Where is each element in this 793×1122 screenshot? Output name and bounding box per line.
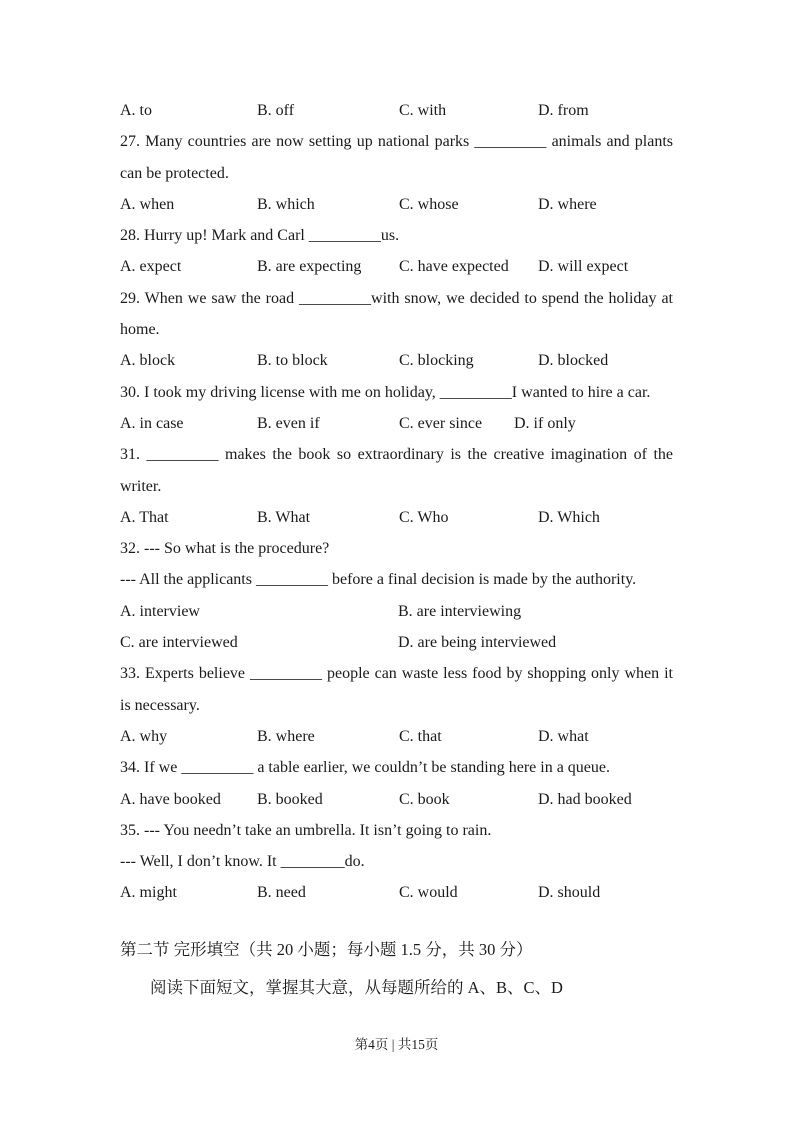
option-d: D. should [538,884,601,902]
q31-stem-line-2: writer. [120,477,162,495]
section-2-heading: 第二节 完形填空（共 20 小题；每小题 1.5 分，共 30 分） [120,939,533,959]
option-b: B. booked [257,790,323,808]
option-b: B. off [257,102,295,119]
option-c: C. blocking [399,352,474,370]
q28-stem-line: 28. Hurry up! Mark and Carl _________us. [120,227,400,245]
option-a: A. when [120,195,175,213]
option-d: D. will expect [538,258,629,276]
option-c: C. have expected [399,258,509,276]
option-c: C. Who [399,508,449,526]
option-d: D. are being interviewed [398,634,557,652]
option-b: B. are interviewing [398,602,522,620]
q31-stem-line-1: 31. _________ makes the book so extraordinary is the creative imagination of the [120,446,673,464]
option-c: C. book [399,790,450,808]
option-d: D. if only [514,414,576,432]
option-d: D. from [538,102,589,119]
option-d: D. Which [538,508,600,526]
option-c: C. that [399,727,442,745]
option-a: A. in case [120,414,184,432]
option-a: A. expect [120,258,182,276]
q32-stem-line-1: 32. --- So what is the procedure? [120,540,330,558]
option-c: C. whose [399,195,459,213]
option-b: B. need [257,884,306,902]
q33-stem-line-2: is necessary. [120,696,200,714]
q27-stem-line-2: can be protected. [120,164,229,182]
option-a: A. to [120,102,152,119]
q27-options-row [120,189,673,220]
option-d: D. where [538,195,597,213]
q32-stem-line-2: --- All the applicants _________ before a final decision is made by the authority. [120,571,637,589]
option-b: B. What [257,508,311,526]
option-a: A. interview [120,602,200,620]
option-b: B. are expecting [257,258,362,276]
q29-options-row [120,345,673,376]
q34-stem-line: 34. If we _________ a table earlier, we couldn’t be standing here in a queue. [120,759,611,777]
q26-options-row [120,95,673,126]
q28-options-row [120,251,673,282]
q30-options-row [120,408,673,439]
q32-options-row-ab [120,596,673,627]
option-c: C. with [399,102,447,119]
option-d: D. blocked [538,352,609,370]
section-2-instructions: 阅读下面短文，掌握其大意，从每题所给的 A、B、C、D [150,977,563,997]
q35-stem-line-1: 35. --- You needn’t take an umbrella. It isn’t going to rain. [120,821,492,839]
option-a: A. might [120,884,177,902]
option-d: D. what [538,727,589,745]
q35-stem-line-2: --- Well, I don’t know. It ________do. [120,853,365,871]
page-body [120,95,673,1007]
q29-stem-line-2: home. [120,321,160,339]
q33-stem-line-1: 33. Experts believe _________ people can waste less food by shopping only when it [120,665,673,683]
q30-stem-line: 30. I took my driving license with me on holiday, _________I wanted to hire a car. [120,383,651,401]
option-b: B. even if [257,414,320,432]
option-b: B. where [257,727,315,745]
q29-stem-line-1: 29. When we saw the road _________with snow, we decided to spend the holiday at [120,289,673,307]
option-c: C. would [399,884,458,902]
q27-stem-line-1: 27. Many countries are now setting up national parks _________ animals and plants [120,133,673,151]
option-c: C. are interviewed [120,634,238,652]
q32-options-row-cd [120,627,673,658]
page-number-footer: 第4页 | 共15页 [354,1037,439,1052]
q34-options-row [120,784,673,815]
option-a: A. have booked [120,790,221,808]
option-a: A. That [120,508,169,526]
q31-options-row [120,502,673,533]
option-d: D. had booked [538,790,632,808]
option-a: A. block [120,352,176,370]
q33-options-row [120,721,673,752]
q35-options-row [120,877,673,908]
option-b: B. which [257,195,315,213]
option-b: B. to block [257,352,328,370]
option-a: A. why [120,727,168,745]
option-c: C. ever since [399,414,483,432]
